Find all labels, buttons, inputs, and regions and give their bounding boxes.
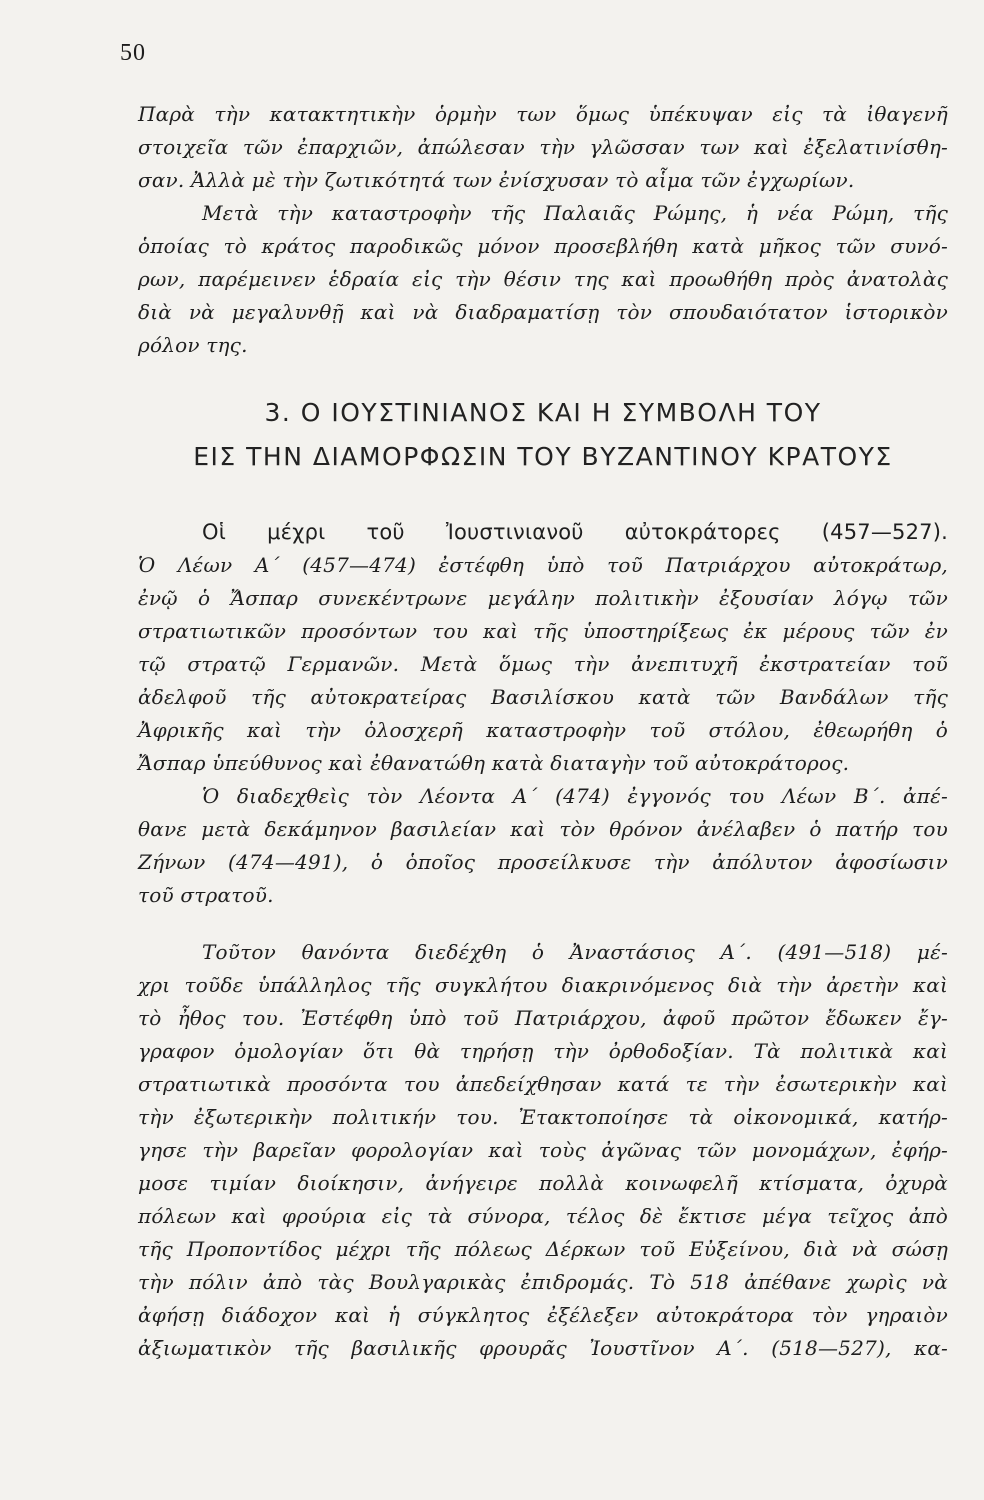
paragraph-2 — [138, 780, 948, 912]
text-line: Ζήνων (474—491), ὁ ὁποῖος προσείλκυσε τὴν ἀπόλυτον ἀφοσίωσιν — [138, 850, 948, 874]
text-line: χρι τοῦδε ὑπάλληλος τῆς συγκλήτου διακρινόμενος διὰ τὴν ἀρετὴν καὶ — [138, 973, 948, 997]
text-line: τὴν ἐξωτερικὴν πολιτικήν του. Ἐτακτοποίησε τὰ οἰκονομικά, κατήρ- — [138, 1105, 948, 1129]
text-line: ἀφήσῃ διάδοχον καὶ ἡ σύγκλητος ἐξέλεξεν αὐτοκράτορα τὸν γηραιὸν — [138, 1303, 948, 1327]
text-line: διὰ νὰ μεγαλυνθῇ καὶ νὰ διαδραματίσῃ τὸν σπουδαιότατον ἱστορικὸν — [138, 300, 948, 324]
text-line: στρατιωτικῶν προσόντων του καὶ τῆς ὑποστηρίξεως ἐκ μέρους τῶν ἐν — [138, 619, 948, 643]
text-line: τοῦ στρατοῦ. — [138, 883, 274, 907]
page-number: 50 — [120, 40, 146, 66]
text-line: ἀδελφοῦ τῆς αὐτοκρατείρας Βασιλίσκου κατὰ τῶν Βανδάλων τῆς — [138, 685, 948, 709]
text-line: Ὁ Λέων Α΄ (457—474) ἐστέφθη ὑπὸ τοῦ Πατριάρχου αὐτοκράτωρ, — [138, 553, 948, 577]
text-line: ὁποίας τὸ κράτος παροδικῶς μόνον προσεβλήθη κατὰ μῆκος τῶν συνό- — [138, 234, 948, 258]
paragraph-3 — [138, 936, 948, 1365]
text-line: ἀξιωματικὸν τῆς βασιλικῆς φρουρᾶς Ἰουστῖνον Α΄. (518—527), κα- — [138, 1336, 948, 1360]
text-line: τὸ ἦθος του. Ἐστέφθη ὑπὸ τοῦ Πατριάρχου, ἀφοῦ πρῶτον ἔδωκεν ἔγ- — [138, 1006, 948, 1030]
text-line: ρόλον της. — [138, 333, 248, 357]
text-line: γραφον ὁμολογίαν ὅτι θὰ τηρήσῃ τὴν ὀρθοδοξίαν. Τὰ πολιτικὰ καὶ — [138, 1039, 948, 1063]
text-line: στρατιωτικὰ προσόντα του ἀπεδείχθησαν κατά τε τὴν ἐσωτερικὴν καὶ — [138, 1072, 948, 1096]
text-line: ρων, παρέμεινεν ἑδραία εἰς τὴν θέσιν της καὶ προωθήθη πρὸς ἀνατολὰς — [138, 267, 948, 291]
text-line: πόλεων καὶ φρούρια εἰς τὰ σύνορα, τέλος δὲ ἔκτισε μέγα τεῖχος ἀπὸ — [138, 1204, 948, 1228]
text-line: γησε τὴν βαρεῖαν φορολογίαν καὶ τοὺς ἀγῶνας τῶν μονομάχων, ἐφήρ- — [138, 1138, 948, 1162]
intro-text — [138, 98, 948, 362]
text-line: ἐνῷ ὁ Ἄσπαρ συνεκέντρωνε μεγάλην πολιτικὴν ἐξουσίαν λόγῳ τῶν — [138, 586, 948, 610]
text-line: Παρὰ τὴν κατακτητικὴν ὁρμὴν των ὅμως ὑπέκυψαν εἰς τὰ ἰθαγενῆ — [138, 102, 948, 126]
text-line: στοιχεῖα τῶν ἐπαρχιῶν, ἀπώλεσαν τὴν γλῶσσαν των καὶ ἐξελατινίσθη- — [138, 135, 948, 159]
text-line: τὴν πόλιν ἀπὸ τὰς Βουλγαρικὰς ἐπιδρομάς. Τὸ 518 ἀπέθανε χωρὶς νὰ — [138, 1270, 948, 1294]
section-heading-line-1: 3. Ο ΙΟΥΣΤΙΝΙΑΝΟΣ ΚΑΙ Η ΣΥΜΒΟΛΗ ΤΟΥ — [264, 398, 822, 427]
text-line: Ἀφρικῆς καὶ τὴν ὁλοσχερῆ καταστροφὴν τοῦ στόλου, ἐθεωρήθη ὁ — [138, 718, 948, 742]
text-line: Ὁ διαδεχθεὶς τὸν Λέοντα Α΄ (474) ἐγγονός του Λέων Β΄. ἀπέ- — [202, 784, 948, 808]
text-line: θανε μετὰ δεκάμηνον βασιλείαν καὶ τὸν θρόνον ἀνέλαβεν ὁ πατήρ του — [138, 817, 948, 841]
text-line: μοσε τιμίαν διοίκησιν, ἀνήγειρε πολλὰ κοινωφελῆ κτίσματα, ὀχυρὰ — [138, 1171, 948, 1195]
text-line: σαν. Ἀλλὰ μὲ τὴν ζωτικότητά των ἐνίσχυσαν τὸ αἷμα τῶν ἐγχωρίων. — [138, 168, 855, 192]
text-line: Τοῦτον θανόντα διεδέχθη ὁ Ἀναστάσιος Α΄. (491—518) μέ- — [202, 940, 948, 964]
section-heading-line-2: ΕΙΣ ΤΗΝ ΔΙΑΜΟΡΦΩΣΙΝ ΤΟΥ ΒΥΖΑΝΤΙΝΟΥ ΚΡΑΤΟΥΣ — [193, 442, 893, 471]
text-line: Μετὰ τὴν καταστροφὴν τῆς Παλαιᾶς Ρώμης, ἡ νέα Ρώμη, τῆς — [202, 201, 948, 225]
subheading: Οἱ μέχρι τοῦ Ἰουστινιανοῦ αὐτοκράτορες (457—527). — [202, 520, 948, 544]
text-line: τῆς Προποντίδος μέχρι τῆς πόλεως Δέρκων τοῦ Εὐξείνου, διὰ νὰ σώσῃ — [138, 1237, 948, 1261]
text-line: τῷ στρατῷ Γερμανῶν. Μετὰ ὅμως τὴν ἀνεπιτυχῆ ἐκστρατείαν τοῦ — [138, 652, 948, 676]
text-line: Ἄσπαρ ὑπεύθυνος καὶ ἐθανατώθη κατὰ διαταγὴν τοῦ αὐτοκράτορος. — [138, 751, 850, 775]
paragraph-1 — [138, 516, 948, 780]
